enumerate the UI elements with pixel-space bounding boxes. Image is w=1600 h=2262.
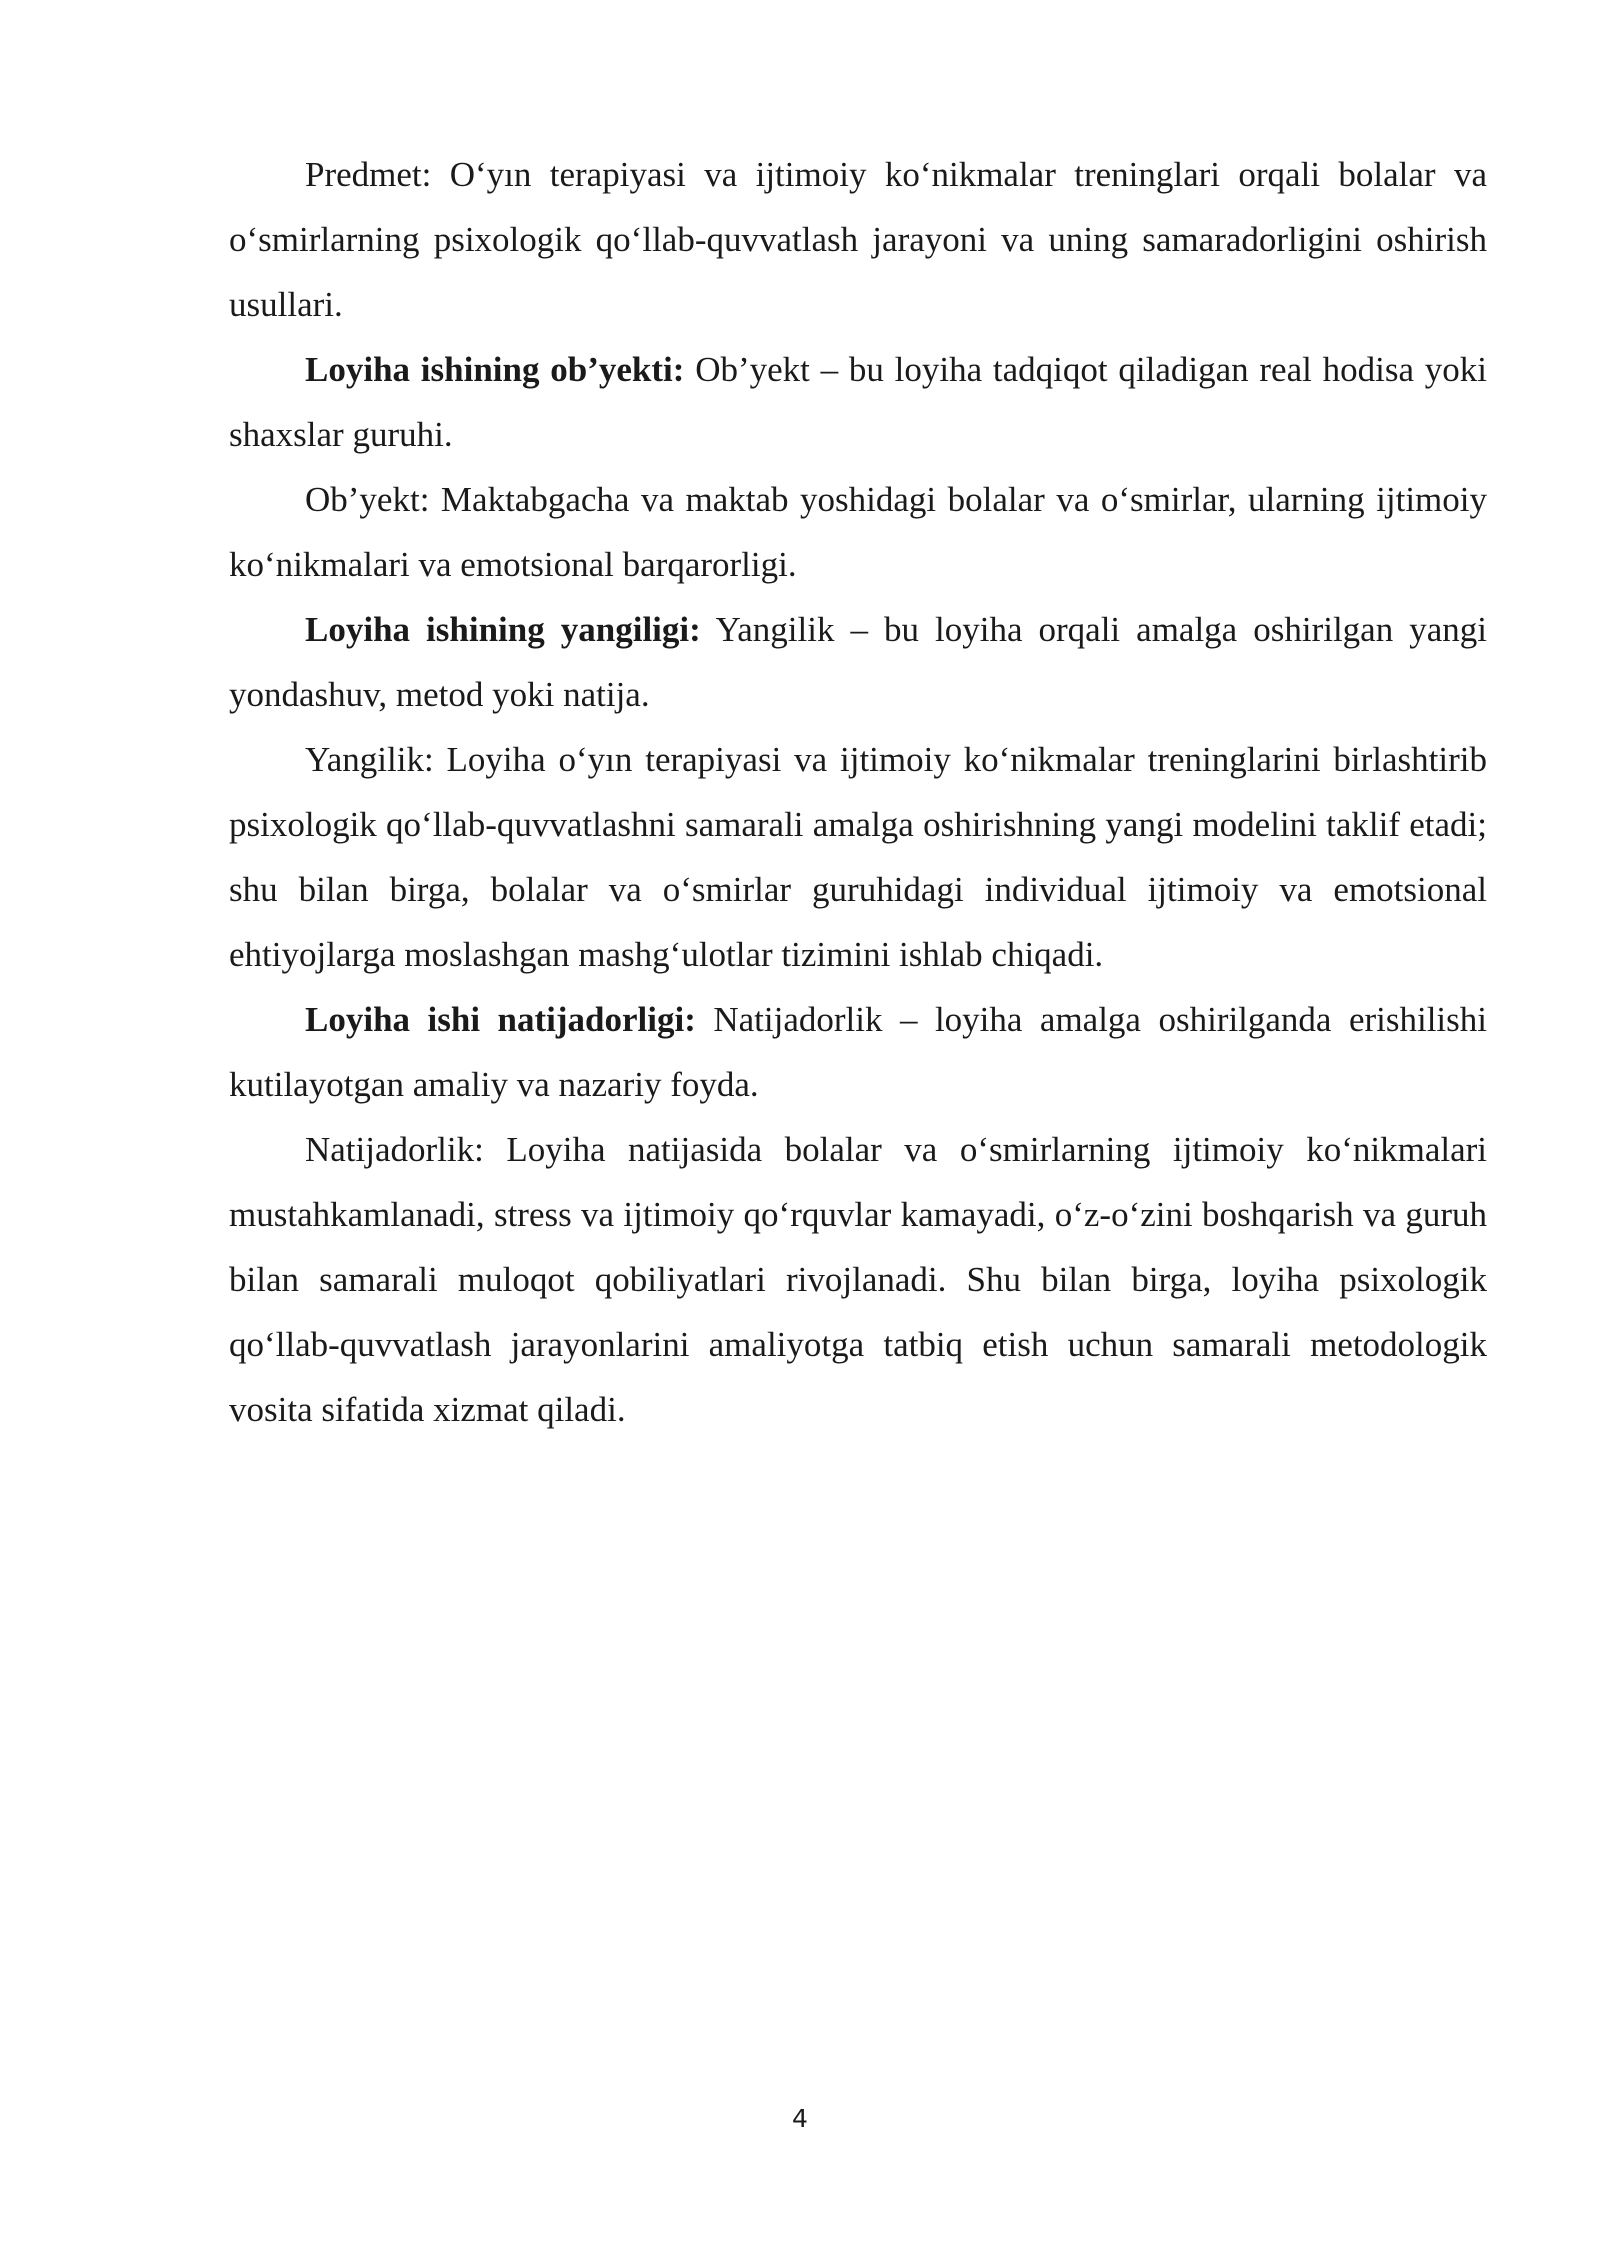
page-number: 4: [792, 2104, 808, 2133]
paragraph-text: Yangilik: Loyiha o‘yın terapiyasi va ijtimoiy ko‘nikmalar treninglarini birlashtirib psixologik qo‘llab-quvvatlashni samarali amalga oshirishning yangi modelini taklif etadi; shu bilan birga, bolalar va o‘smirlar guruhidagi individual ijtimoiy va emotsional ehtiyojlarga moslashgan mashg‘ulotlar tizimini ishlab chiqadi.: [229, 740, 1487, 974]
paragraph-natijadorlik-definition: [229, 987, 1487, 1117]
paragraph-lead: Loyiha ishining ob’yekti:: [305, 350, 685, 389]
paragraph-text: Ob’yekt – bu loyiha tadqiqot qiladigan real hodisa yoki shaxslar guruhi.: [229, 350, 1487, 454]
paragraph-text: Yangilik – bu loyiha orqali amalga oshirilgan yangi yondashuv, metod yoki natija.: [229, 610, 1487, 714]
paragraph-obyekt-definition: [229, 337, 1487, 467]
paragraph-lead: Loyiha ishi natijadorligi:: [305, 1000, 696, 1039]
paragraph-yangilik-definition: [229, 597, 1487, 727]
paragraph-text: Predmet: O‘yın terapiyasi va ijtimoiy ko‘nikmalar treninglari orqali bolalar va o‘smirlarning psixologik qo‘llab-quvvatlash jarayoni va uning samaradorligini oshirish usullari.: [229, 155, 1487, 324]
paragraph-predmet: [229, 142, 1487, 337]
paragraph-lead: Loyiha ishining yangiligi:: [305, 610, 701, 649]
paragraph-obyekt: [229, 467, 1487, 597]
paragraph-natijadorlik: [229, 1117, 1487, 1442]
paragraph-yangilik: [229, 727, 1487, 987]
paragraph-text: Natijadorlik: Loyiha natijasida bolalar va o‘smirlarning ijtimoiy ko‘nikmalari mustahkamlanadi, stress va ijtimoiy qo‘rquvlar kamayadi, o‘z-o‘zini boshqarish va guruh bilan samarali muloqot qobiliyatlari rivojlanadi. Shu bilan birga, loyiha psixologik qo‘llab-quvvatlash jarayonlarini amaliyotga tatbiq etish uchun samarali metodologik vosita sifatida xizmat qiladi.: [229, 1130, 1487, 1429]
page-body: [229, 142, 1487, 1442]
paragraph-text: Ob’yekt: Maktabgacha va maktab yoshidagi bolalar va o‘smirlar, ularning ijtimoiy ko‘nikmalari va emotsional barqarorligi.: [229, 480, 1487, 584]
paragraph-text: Natijadorlik – loyiha amalga oshirilganda erishilishi kutilayotgan amaliy va nazariy foyda.: [229, 1000, 1487, 1104]
